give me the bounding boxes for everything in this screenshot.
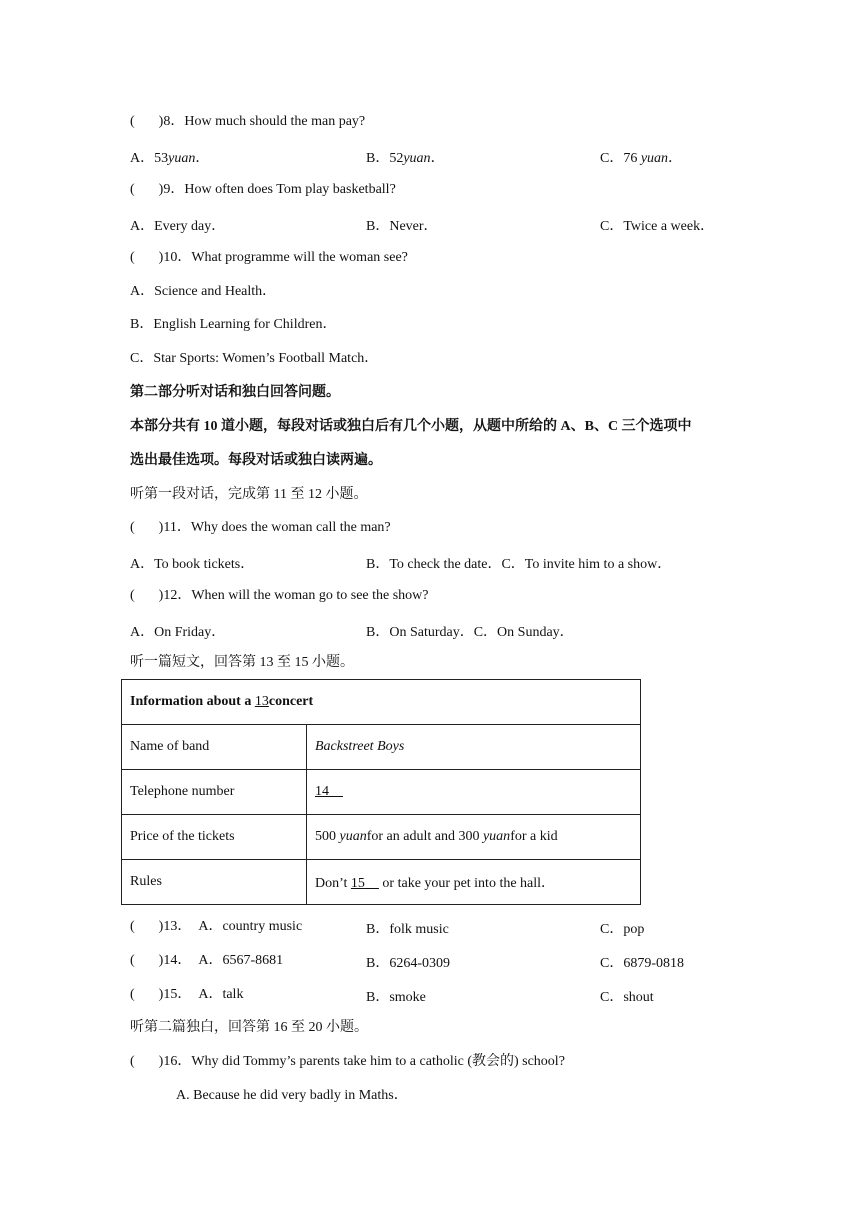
- answer-paren-open: (: [130, 114, 135, 129]
- table-header-row: [122, 680, 641, 725]
- monologue-2-heading: 听第二篇独白，回答第 16 至 20 小题。: [130, 1020, 368, 1035]
- question-16: ( )16．Why did Tommy’s parents take him to a catholic (教会的) school?: [130, 1054, 565, 1069]
- table-cell-label: Telephone number: [122, 770, 307, 815]
- table-cell-label: Price of the tickets: [122, 815, 307, 860]
- table-row: [122, 815, 641, 860]
- option-9a: A．Every day．: [130, 219, 226, 234]
- option-10a: A．Science and Health．: [130, 284, 277, 299]
- option-13b: B．folk music: [366, 922, 449, 937]
- option-15c: C．shout: [600, 990, 654, 1005]
- option-14b: B．6264-0309: [366, 956, 450, 971]
- table-cell-label: Rules: [122, 860, 307, 905]
- dialogue-1-heading: 听第一段对话，完成第 11 至 12 小题。: [130, 487, 368, 502]
- question-14: ( )14． A．6567-8681: [130, 953, 284, 968]
- option-12bc: B．On Saturday．C．On Sunday．: [366, 625, 574, 640]
- table-cell-value: 14: [307, 770, 641, 815]
- question-10: ( )10．What programme will the woman see?: [130, 250, 408, 265]
- option-12a: A．On Friday．: [130, 625, 226, 640]
- option-16a: A. Because he did very badly in Maths．: [176, 1088, 408, 1103]
- question-8-text: 8．How much should the man pay?: [163, 114, 366, 129]
- question-12-text: 12．When will the woman go to see the show?: [163, 588, 429, 603]
- table-row: [122, 770, 641, 815]
- option-15b: B．smoke: [366, 990, 426, 1005]
- option-9b: B．Never．: [366, 219, 438, 234]
- question-15: ( )15． A．talk: [130, 987, 244, 1002]
- passage-1-heading: 听一篇短文，回答第 13 至 15 小题。: [130, 655, 354, 670]
- concert-info-table: [121, 679, 641, 905]
- table-cell-value: 500 yuanfor an adult and 300 yuanfor a kid: [307, 815, 641, 860]
- question-13: ( )13． A．country music: [130, 919, 303, 934]
- table-row: [122, 725, 641, 770]
- table-row: [122, 860, 641, 905]
- part-2-instructions-2: 选出最佳选项。每段对话或独白读两遍。: [130, 453, 382, 468]
- option-13c: C．pop: [600, 922, 645, 937]
- option-8c: C．76 yuan．: [600, 151, 683, 166]
- option-11a: A．To book tickets．: [130, 557, 255, 572]
- question-11: ( )11．Why does the woman call the man?: [130, 520, 391, 535]
- answer-paren-close: ): [158, 114, 164, 129]
- option-8a: A．53yuan．: [130, 151, 210, 166]
- option-8b: B．52yuan．: [366, 151, 445, 166]
- table-cell-label: Name of band: [122, 725, 307, 770]
- question-11-text: 11．Why does the woman call the man?: [163, 520, 391, 535]
- part-2-instructions-1: 本部分共有 10 道小题，每段对话或独白后有几个小题，从题中所给的 A、B、C 三个选项中: [130, 419, 692, 434]
- question-8: [130, 113, 365, 131]
- question-16-text: 16．Why did Tommy’s parents take him to a catholic (教会的) school?: [163, 1054, 565, 1069]
- table-header: Information about a 13concert: [122, 680, 641, 725]
- option-9c: C．Twice a week．: [600, 219, 715, 234]
- table-cell-value: Backstreet Boys: [307, 725, 641, 770]
- option-10b: B．English Learning for Children．: [130, 317, 337, 332]
- option-14c: C．6879-0818: [600, 956, 684, 971]
- table-cell-value: Don’t 15 or take your pet into the hall．: [307, 860, 641, 905]
- question-10-text: 10．What programme will the woman see?: [163, 250, 408, 265]
- question-12: ( )12．When will the woman go to see the show?: [130, 588, 429, 603]
- question-9-text: 9．How often does Tom play basketball?: [163, 182, 396, 197]
- option-11bc: B．To check the date．C．To invite him to a show．: [366, 557, 672, 572]
- question-9: ( )9．How often does Tom play basketball?: [130, 182, 396, 197]
- part-2-title: 第二部分听对话和独白回答问题。: [130, 385, 340, 400]
- option-10c: C．Star Sports: Women’s Football Match．: [130, 351, 379, 366]
